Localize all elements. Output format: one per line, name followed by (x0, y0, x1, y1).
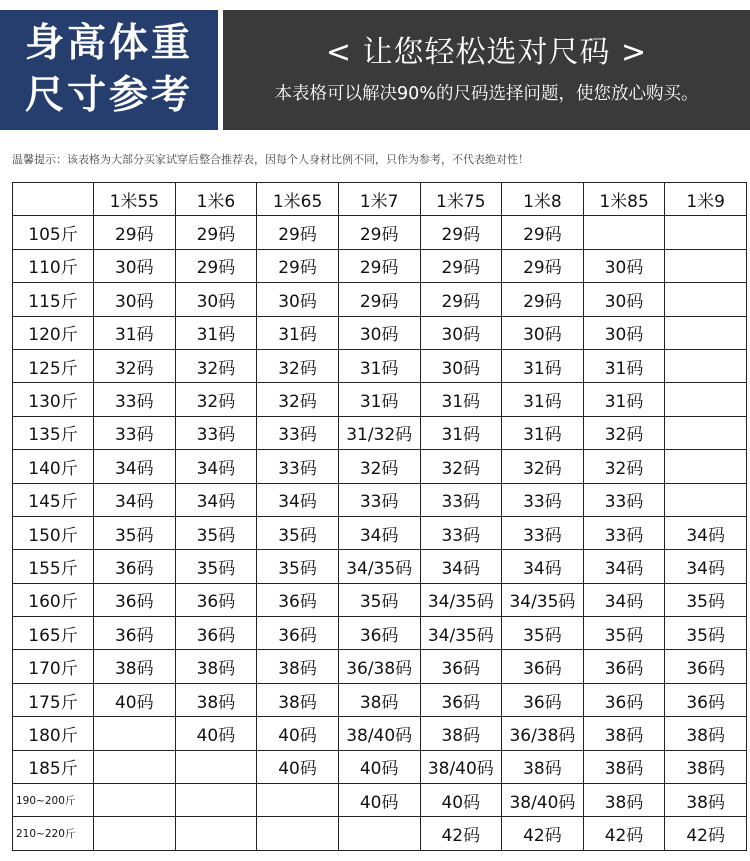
size-cell: 32码 (257, 383, 339, 416)
size-cell: 35码 (665, 617, 747, 650)
size-cell: 31码 (502, 349, 584, 382)
size-cell: 31码 (502, 416, 584, 449)
size-cell (94, 717, 176, 750)
size-cell: 38码 (665, 750, 747, 783)
size-cell (257, 817, 339, 850)
slogan: < 让您轻松选对尺码 > (325, 35, 648, 70)
size-cell: 38码 (502, 750, 584, 783)
table-row (13, 550, 747, 583)
size-cell: 29码 (94, 216, 176, 249)
weight-row-header: 125斤 (13, 349, 94, 382)
size-cell: 34/35码 (502, 583, 584, 616)
size-cell (175, 750, 257, 783)
title-line-2: 尺寸参考 (24, 73, 193, 118)
size-cell: 38码 (257, 650, 339, 683)
size-cell: 38码 (583, 784, 665, 817)
size-cell: 36码 (94, 550, 176, 583)
weight-row-header: 210~220斤 (13, 817, 94, 850)
table-row (13, 383, 747, 416)
size-cell: 30码 (94, 249, 176, 282)
size-cell: 29码 (502, 249, 584, 282)
size-cell: 40码 (175, 717, 257, 750)
size-cell: 40码 (338, 750, 420, 783)
size-cell: 30码 (583, 249, 665, 282)
height-column-header: 1米8 (502, 183, 584, 216)
size-cell: 35码 (257, 516, 339, 549)
height-column-header: 1米55 (94, 183, 176, 216)
size-cell (94, 750, 176, 783)
weight-row-header: 145斤 (13, 483, 94, 516)
size-cell: 36码 (175, 617, 257, 650)
table-row (13, 516, 747, 549)
size-cell: 31码 (502, 383, 584, 416)
size-cell: 32码 (420, 450, 502, 483)
size-cell: 30码 (94, 283, 176, 316)
size-cell: 35码 (94, 516, 176, 549)
size-cell (94, 817, 176, 850)
size-cell: 29码 (420, 216, 502, 249)
weight-row-header: 180斤 (13, 717, 94, 750)
weight-row-header: 140斤 (13, 450, 94, 483)
size-cell: 36码 (420, 683, 502, 716)
size-cell (665, 416, 747, 449)
size-cell: 36/38码 (502, 717, 584, 750)
table-row (13, 650, 747, 683)
weight-row-header: 175斤 (13, 683, 94, 716)
size-cell: 29码 (420, 283, 502, 316)
header-row (13, 183, 747, 216)
size-cell: 33码 (175, 416, 257, 449)
size-cell: 32码 (175, 383, 257, 416)
size-cell: 34码 (257, 483, 339, 516)
size-cell: 31码 (94, 316, 176, 349)
table-row (13, 817, 747, 850)
size-cell: 31/32码 (338, 416, 420, 449)
height-column-header: 1米7 (338, 183, 420, 216)
size-cell: 33码 (257, 416, 339, 449)
size-cell: 42码 (420, 817, 502, 850)
size-cell: 33码 (420, 516, 502, 549)
size-cell: 38码 (338, 683, 420, 716)
size-cell: 31码 (420, 416, 502, 449)
size-cell: 38码 (583, 750, 665, 783)
size-cell: 30码 (583, 316, 665, 349)
table-row (13, 216, 747, 249)
size-cell: 32码 (94, 349, 176, 382)
size-cell: 31码 (338, 383, 420, 416)
size-cell: 35码 (338, 583, 420, 616)
size-cell: 34码 (665, 516, 747, 549)
title-line-1: 身高体重 (24, 21, 193, 66)
table-row (13, 483, 747, 516)
size-cell (175, 784, 257, 817)
table-row (13, 450, 747, 483)
size-cell: 32码 (583, 416, 665, 449)
size-cell: 33码 (338, 483, 420, 516)
size-cell: 29码 (338, 283, 420, 316)
weight-row-header: 170斤 (13, 650, 94, 683)
size-cell (583, 216, 665, 249)
weight-row-header: 155斤 (13, 550, 94, 583)
size-cell (257, 784, 339, 817)
size-cell: 32码 (338, 450, 420, 483)
size-cell: 36/38码 (338, 650, 420, 683)
notice-text: 温馨提示：该表格为大部分买家试穿后整合推荐表，因每个人身材比例不同，只作为参考，不代表绝对性！ (12, 153, 529, 166)
size-cell: 35码 (502, 617, 584, 650)
size-cell: 42码 (665, 817, 747, 850)
size-cell: 29码 (420, 249, 502, 282)
size-cell: 33码 (502, 483, 584, 516)
size-cell: 31码 (338, 349, 420, 382)
size-cell: 34/35码 (420, 617, 502, 650)
size-cell: 32码 (583, 450, 665, 483)
size-cell: 34/35码 (338, 550, 420, 583)
size-cell (175, 817, 257, 850)
size-cell: 36码 (94, 583, 176, 616)
size-cell: 29码 (175, 249, 257, 282)
size-cell: 36码 (338, 617, 420, 650)
size-cell: 34码 (502, 550, 584, 583)
size-cell: 29码 (502, 283, 584, 316)
size-cell: 36码 (94, 617, 176, 650)
height-column-header: 1米6 (175, 183, 257, 216)
size-cell: 35码 (665, 583, 747, 616)
size-cell: 33码 (420, 483, 502, 516)
size-cell: 29码 (338, 216, 420, 249)
weight-row-header: 105斤 (13, 216, 94, 249)
size-cell: 40码 (257, 750, 339, 783)
size-cell: 31码 (583, 349, 665, 382)
size-cell: 31码 (583, 383, 665, 416)
table-row (13, 583, 747, 616)
size-cell: 38/40码 (502, 784, 584, 817)
size-cell: 40码 (257, 717, 339, 750)
table-row (13, 283, 747, 316)
size-cell: 36码 (665, 683, 747, 716)
size-cell: 40码 (338, 784, 420, 817)
size-cell (665, 249, 747, 282)
table-row (13, 249, 747, 282)
size-cell: 38码 (583, 717, 665, 750)
size-cell: 34码 (175, 450, 257, 483)
header-banner (0, 0, 750, 140)
size-cell: 38码 (665, 717, 747, 750)
size-cell: 30码 (338, 316, 420, 349)
size-cell: 32码 (502, 450, 584, 483)
size-cell: 33码 (94, 383, 176, 416)
size-cell (665, 316, 747, 349)
size-cell: 36码 (175, 583, 257, 616)
title-block (0, 10, 218, 130)
table-row (13, 683, 747, 716)
size-cell (665, 450, 747, 483)
size-cell: 33码 (257, 450, 339, 483)
size-cell: 30码 (420, 316, 502, 349)
weight-row-header: 135斤 (13, 416, 94, 449)
size-cell: 30码 (257, 283, 339, 316)
size-cell: 31码 (257, 316, 339, 349)
size-cell: 32码 (257, 349, 339, 382)
height-column-header: 1米75 (420, 183, 502, 216)
size-cell: 36码 (257, 617, 339, 650)
weight-row-header: 110斤 (13, 249, 94, 282)
size-cell (665, 283, 747, 316)
size-cell (94, 784, 176, 817)
size-cell: 36码 (257, 583, 339, 616)
weight-row-header: 185斤 (13, 750, 94, 783)
size-cell: 36码 (502, 650, 584, 683)
size-cell (665, 483, 747, 516)
size-cell: 34码 (665, 550, 747, 583)
weight-row-header: 165斤 (13, 617, 94, 650)
size-cell: 35码 (175, 516, 257, 549)
size-cell: 36码 (665, 650, 747, 683)
weight-row-header: 150斤 (13, 516, 94, 549)
weight-row-header: 115斤 (13, 283, 94, 316)
size-cell: 34码 (94, 450, 176, 483)
size-cell: 38码 (420, 717, 502, 750)
weight-row-header: 160斤 (13, 583, 94, 616)
height-column-header: 1米85 (583, 183, 665, 216)
weight-row-header: 190~200斤 (13, 784, 94, 817)
size-cell: 30码 (420, 349, 502, 382)
size-cell: 38/40码 (338, 717, 420, 750)
size-cell (665, 216, 747, 249)
size-cell: 34码 (583, 583, 665, 616)
size-cell: 29码 (502, 216, 584, 249)
slogan-block (223, 10, 750, 130)
table-row (13, 416, 747, 449)
size-cell: 34码 (338, 516, 420, 549)
size-cell: 38码 (175, 683, 257, 716)
size-cell: 38码 (94, 650, 176, 683)
size-cell: 38码 (665, 784, 747, 817)
size-cell: 30码 (583, 283, 665, 316)
weight-row-header: 120斤 (13, 316, 94, 349)
size-cell: 30码 (502, 316, 584, 349)
size-cell: 33码 (94, 416, 176, 449)
table-row (13, 349, 747, 382)
corner-cell (13, 183, 94, 216)
size-cell: 35码 (175, 550, 257, 583)
size-cell: 36码 (502, 683, 584, 716)
size-cell: 40码 (94, 683, 176, 716)
table-row (13, 784, 747, 817)
size-cell: 33码 (502, 516, 584, 549)
table-row (13, 750, 747, 783)
subtitle: 本表格可以解决90%的尺码选择问题，使您放心购买。 (274, 84, 699, 104)
size-cell: 35码 (257, 550, 339, 583)
size-cell: 34码 (420, 550, 502, 583)
size-cell: 33码 (583, 483, 665, 516)
size-cell: 34/35码 (420, 583, 502, 616)
size-cell: 42码 (583, 817, 665, 850)
size-cell: 36码 (583, 650, 665, 683)
size-cell: 31码 (420, 383, 502, 416)
size-cell: 34码 (175, 483, 257, 516)
size-cell: 42码 (502, 817, 584, 850)
size-cell: 34码 (583, 550, 665, 583)
size-cell: 29码 (257, 216, 339, 249)
height-column-header: 1米65 (257, 183, 339, 216)
size-cell: 33码 (583, 516, 665, 549)
size-cell: 36码 (583, 683, 665, 716)
size-cell: 29码 (257, 249, 339, 282)
size-table (12, 182, 747, 851)
size-cell: 35码 (583, 617, 665, 650)
table-row (13, 316, 747, 349)
size-cell (338, 817, 420, 850)
size-cell: 38码 (257, 683, 339, 716)
size-cell: 31码 (175, 316, 257, 349)
table-row (13, 617, 747, 650)
size-cell (665, 383, 747, 416)
size-cell: 40码 (420, 784, 502, 817)
size-cell: 38码 (175, 650, 257, 683)
size-cell: 36码 (420, 650, 502, 683)
size-cell: 32码 (175, 349, 257, 382)
weight-row-header: 130斤 (13, 383, 94, 416)
height-column-header: 1米9 (665, 183, 747, 216)
size-cell: 29码 (175, 216, 257, 249)
size-cell: 29码 (338, 249, 420, 282)
size-cell: 38/40码 (420, 750, 502, 783)
size-cell: 34码 (94, 483, 176, 516)
size-cell (665, 349, 747, 382)
table-row (13, 717, 747, 750)
size-cell: 30码 (175, 283, 257, 316)
